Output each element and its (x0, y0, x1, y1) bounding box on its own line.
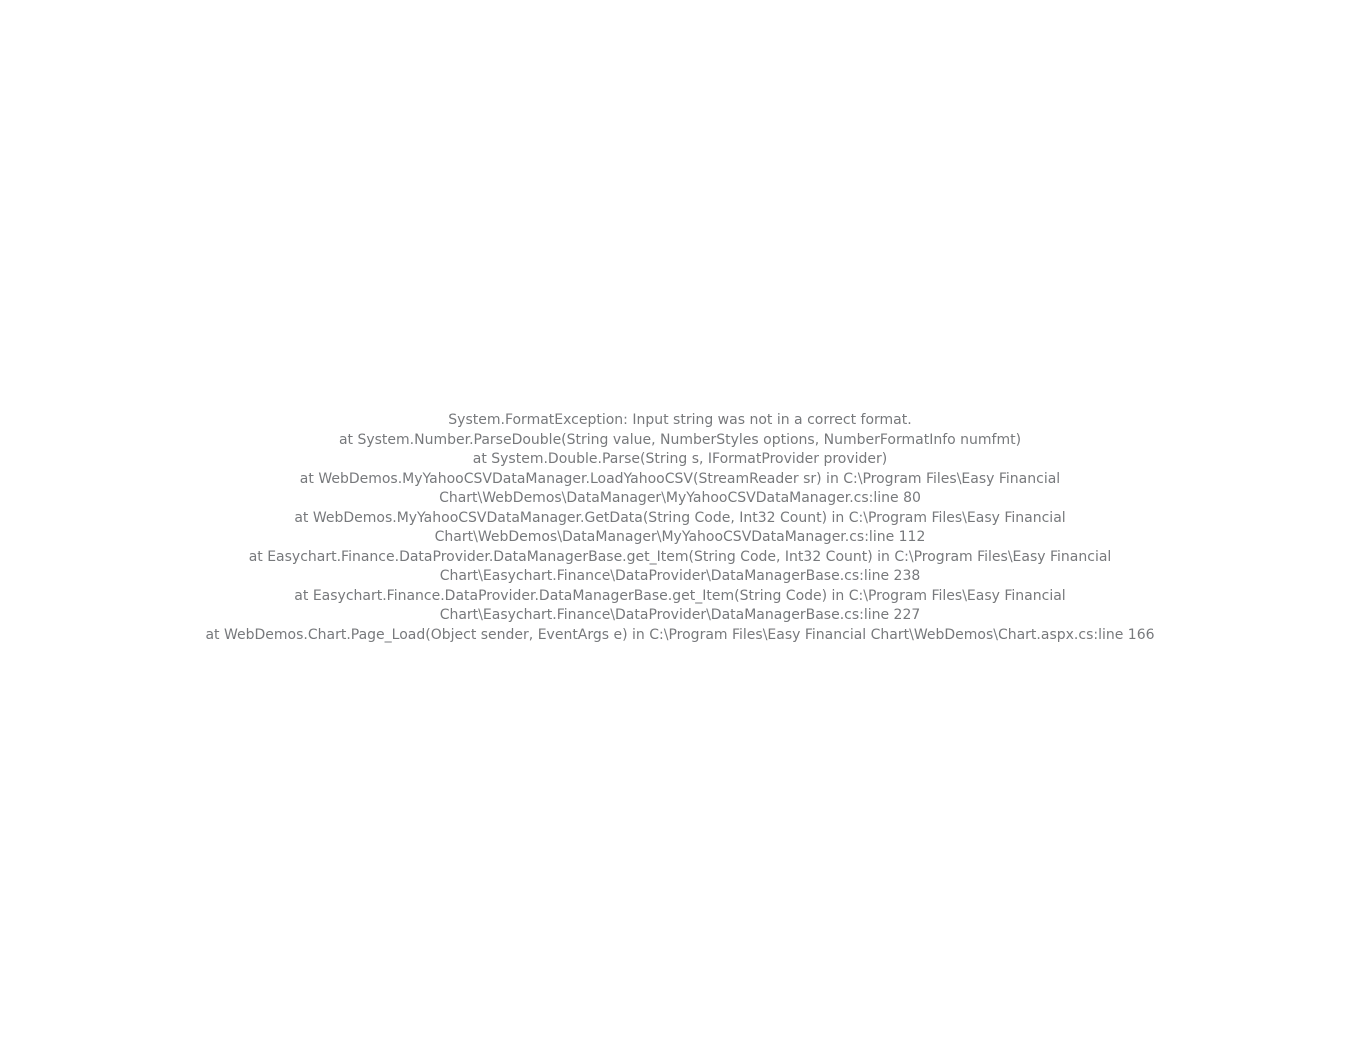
stack-trace-line: Chart\WebDemos\DataManager\MyYahooCSVDataManager.cs:line 112 (434, 529, 926, 545)
stack-trace-line: Chart\Easychart.Finance\DataProvider\DataManagerBase.cs:line 227 (439, 607, 921, 623)
stack-trace-line: System.FormatException: Input string was not in a correct format. (448, 412, 912, 428)
stack-trace-line: Chart\WebDemos\DataManager\MyYahooCSVDataManager.cs:line 80 (439, 490, 921, 506)
stack-trace-line: at WebDemos.MyYahooCSVDataManager.GetData(String Code, Int32 Count) in C:\Program Files\Easy Financial (294, 509, 1066, 526)
stack-trace-line: at Easychart.Finance.DataProvider.DataManagerBase.get_Item(String Code, Int32 Count) in C:\Program Files\Easy Financial (248, 548, 1112, 565)
stack-trace-line: at WebDemos.MyYahooCSVDataManager.LoadYahooCSV(StreamReader sr) in C:\Program Files\Easy Financial (299, 470, 1061, 487)
stack-trace-line: at System.Double.Parse(String s, IFormatProvider provider) (472, 451, 888, 467)
stack-trace-line: Chart\Easychart.Finance\DataProvider\DataManagerBase.cs:line 238 (439, 568, 921, 584)
stack-trace-line: at Easychart.Finance.DataProvider.DataManagerBase.get_Item(String Code) in C:\Program Files\Easy Financial (294, 587, 1066, 604)
exception-stack-trace (0, 411, 1360, 645)
stack-trace-line: at WebDemos.Chart.Page_Load(Object sender, EventArgs e) in C:\Program Files\Easy Financial Chart\WebDemos\Chart.aspx.cs:line 166 (205, 626, 1155, 643)
stack-trace-line: at System.Number.ParseDouble(String value, NumberStyles options, NumberFormatInfo numfmt) (338, 431, 1022, 448)
